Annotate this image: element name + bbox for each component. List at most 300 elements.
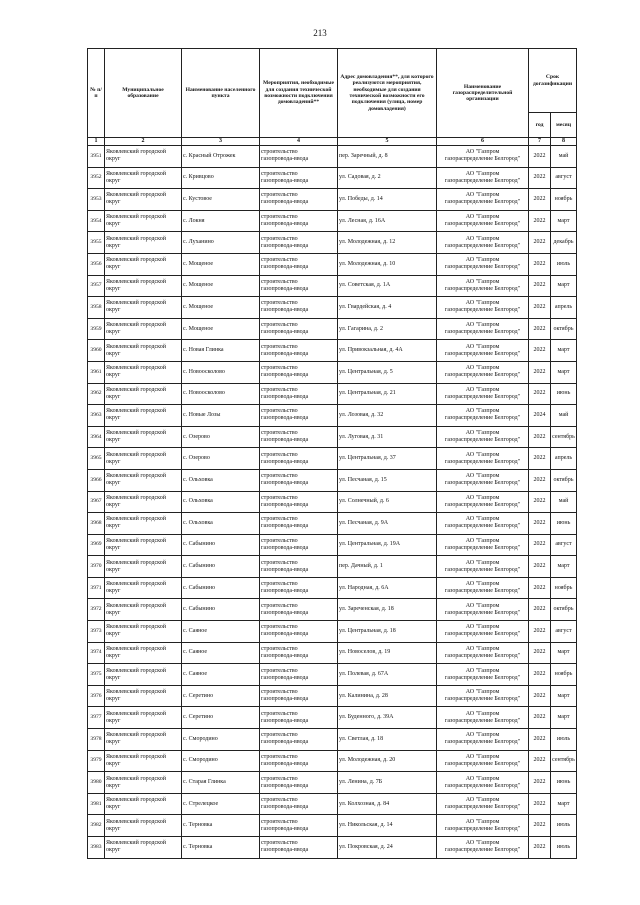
settlement-cell: с. Мощеное (182, 275, 260, 297)
municipality-cell (105, 426, 182, 448)
organization-line2: газораспределение Белгород" (444, 609, 521, 616)
activity-cell (260, 318, 338, 340)
table-row (88, 189, 577, 211)
row-number: 3983 (88, 837, 105, 859)
organization-line1: АО "Газпром (465, 624, 500, 631)
organization-line2: газораспределение Белгород" (444, 307, 521, 314)
activity-cell (260, 297, 338, 319)
column-number-row (88, 138, 577, 146)
municipality-line1: Яковлевский городской (106, 473, 166, 480)
activity-line1: строительство (261, 797, 298, 804)
organization-line1: АО "Газпром (465, 559, 500, 566)
month-cell: март (551, 210, 577, 232)
organization-line2: газораспределение Белгород" (444, 350, 521, 357)
table-row (88, 146, 577, 168)
settlement-cell: с. Ольховка (182, 491, 260, 513)
activity-line1: строительство (261, 775, 298, 782)
activity-line2: газопровода-ввода (261, 177, 309, 184)
activity-line1: строительство (261, 732, 298, 739)
municipality-line2: округ (106, 760, 121, 767)
month-cell: май (551, 405, 577, 427)
settlement-cell: с. Красный Отрожек (182, 146, 260, 168)
address-cell: ул. Песчаная, д. 9А (338, 513, 437, 535)
municipality-cell (105, 685, 182, 707)
municipality-line2: округ (106, 458, 121, 465)
month-cell: апрель (551, 297, 577, 319)
settlement-cell: с. Саяное (182, 664, 260, 686)
table-row (88, 405, 577, 427)
table-row (88, 491, 577, 513)
municipality-line2: округ (106, 329, 121, 336)
row-number: 3961 (88, 361, 105, 383)
activity-line2: газопровода-ввода (261, 372, 309, 379)
organization-cell (437, 405, 529, 427)
settlement-cell: с. Стрелецкое (182, 793, 260, 815)
organization-line1: АО "Газпром (465, 775, 500, 782)
organization-cell (437, 664, 529, 686)
address-cell: ул. Садовая, д. 2 (338, 167, 437, 189)
address-cell: ул. Буденного, д. 39А (338, 707, 437, 729)
month-cell: июль (551, 837, 577, 859)
activity-line2: газопровода-ввода (261, 415, 309, 422)
municipality-line1: Яковлевский городской (106, 494, 166, 501)
table-row (88, 210, 577, 232)
activity-cell (260, 793, 338, 815)
settlement-cell: с. Мощеное (182, 297, 260, 319)
activity-cell (260, 383, 338, 405)
column-number: 4 (260, 138, 338, 146)
organization-cell (437, 146, 529, 168)
activity-cell (260, 253, 338, 275)
year-cell: 2022 (529, 318, 551, 340)
municipality-cell (105, 815, 182, 837)
municipality-line2: округ (106, 739, 121, 746)
organization-cell (437, 361, 529, 383)
municipality-cell (105, 448, 182, 470)
organization-line2: газораспределение Белгород" (444, 329, 521, 336)
organization-cell (437, 426, 529, 448)
month-cell: декабрь (551, 232, 577, 254)
address-cell: ул. Центральная, д. 21 (338, 383, 437, 405)
municipality-cell (105, 146, 182, 168)
address-cell: ул. Привокзальная, д. 4А (338, 340, 437, 362)
municipality-line2: округ (106, 696, 121, 703)
month-cell: март (551, 707, 577, 729)
municipality-line1: Яковлевский городской (106, 516, 166, 523)
address-cell: ул. Центральная, д. 5 (338, 361, 437, 383)
settlement-cell: с. Терновка (182, 837, 260, 859)
activity-line1: строительство (261, 537, 298, 544)
table-row (88, 793, 577, 815)
year-cell: 2022 (529, 837, 551, 859)
municipality-line1: Яковлевский городской (106, 797, 166, 804)
table-row (88, 275, 577, 297)
month-cell: июнь (551, 772, 577, 794)
address-cell: ул. Никольская, д. 14 (338, 815, 437, 837)
address-cell: ул. Центральная, д. 37 (338, 448, 437, 470)
month-cell: сентябрь (551, 426, 577, 448)
address-cell: ул. Солнечный, д. 6 (338, 491, 437, 513)
organization-line1: АО "Газпром (465, 149, 500, 156)
settlement-cell: с. Ольховка (182, 513, 260, 535)
organization-line1: АО "Газпром (465, 386, 500, 393)
activity-line1: строительство (261, 602, 298, 609)
row-number: 3978 (88, 729, 105, 751)
table-row (88, 253, 577, 275)
row-number: 3967 (88, 491, 105, 513)
address-cell: ул. Калинина, д. 28 (338, 685, 437, 707)
municipality-line2: округ (106, 199, 121, 206)
activity-line1: строительство (261, 343, 298, 350)
municipality-cell (105, 513, 182, 535)
settlement-cell: с. Новоосколово (182, 383, 260, 405)
table-row (88, 685, 577, 707)
organization-line2: газораспределение Белгород" (444, 480, 521, 487)
activity-cell (260, 577, 338, 599)
organization-cell (437, 513, 529, 535)
organization-line2: газораспределение Белгород" (444, 372, 521, 379)
year-cell: 2022 (529, 146, 551, 168)
address-cell: ул. Лесная, д. 16А (338, 210, 437, 232)
activity-cell (260, 837, 338, 859)
municipality-cell (105, 275, 182, 297)
organization-cell (437, 750, 529, 772)
address-cell: ул. Лозовая, д. 32 (338, 405, 437, 427)
municipality-line2: округ (106, 566, 121, 573)
activity-line1: строительство (261, 451, 298, 458)
activity-cell (260, 707, 338, 729)
municipality-line2: округ (106, 437, 121, 444)
municipality-line1: Яковлевский городской (106, 430, 166, 437)
municipality-cell (105, 793, 182, 815)
month-cell: август (551, 534, 577, 556)
table-row (88, 642, 577, 664)
municipality-line2: округ (106, 804, 121, 811)
activity-cell (260, 556, 338, 578)
municipality-line1: Яковлевский городской (106, 645, 166, 652)
municipality-cell (105, 189, 182, 211)
activity-cell (260, 426, 338, 448)
row-number: 3966 (88, 469, 105, 491)
municipality-line1: Яковлевский городской (106, 257, 166, 264)
organization-line1: АО "Газпром (465, 322, 500, 329)
column-number: 2 (105, 138, 182, 146)
address-cell: ул. Луговая, д. 31 (338, 426, 437, 448)
organization-cell (437, 621, 529, 643)
municipality-line1: Яковлевский городской (106, 818, 166, 825)
year-cell: 2022 (529, 361, 551, 383)
month-cell: октябрь (551, 318, 577, 340)
row-number: 3975 (88, 664, 105, 686)
activity-cell (260, 469, 338, 491)
activity-line2: газопровода-ввода (261, 609, 309, 616)
municipality-line2: округ (106, 242, 121, 249)
month-cell: март (551, 556, 577, 578)
table-row (88, 361, 577, 383)
table-row (88, 513, 577, 535)
month-cell: август (551, 167, 577, 189)
activity-line1: строительство (261, 581, 298, 588)
organization-line2: газораспределение Белгород" (444, 566, 521, 573)
municipality-line2: округ (106, 631, 121, 638)
organization-line1: АО "Газпром (465, 602, 500, 609)
header-organization: Наименование газораспределительной организации (437, 49, 529, 138)
year-cell: 2022 (529, 556, 551, 578)
organization-line1: АО "Газпром (465, 278, 500, 285)
settlement-cell: с. Смородино (182, 750, 260, 772)
table-row (88, 232, 577, 254)
organization-line2: газораспределение Белгород" (444, 415, 521, 422)
address-cell: ул. Колхозная, д. 84 (338, 793, 437, 815)
settlement-cell: с. Терновка (182, 815, 260, 837)
activity-cell (260, 340, 338, 362)
settlement-cell: с. Новая Глинка (182, 340, 260, 362)
month-cell: март (551, 642, 577, 664)
month-cell: март (551, 685, 577, 707)
header-no: № п/п (88, 49, 105, 138)
activity-line1: строительство (261, 322, 298, 329)
municipality-line1: Яковлевский городской (106, 386, 166, 393)
organization-cell (437, 167, 529, 189)
settlement-cell: с. Старая Глинка (182, 772, 260, 794)
address-cell: ул. Гвардейская, д. 4 (338, 297, 437, 319)
organization-line2: газораспределение Белгород" (444, 156, 521, 163)
year-cell: 2022 (529, 815, 551, 837)
year-cell: 2022 (529, 707, 551, 729)
table-row (88, 621, 577, 643)
settlement-cell: с. Саяное (182, 642, 260, 664)
table-row (88, 318, 577, 340)
settlement-cell: с. Кустовое (182, 189, 260, 211)
activity-line1: строительство (261, 408, 298, 415)
activity-cell (260, 167, 338, 189)
organization-line1: АО "Газпром (465, 365, 500, 372)
organization-line1: АО "Газпром (465, 840, 500, 847)
municipality-line2: округ (106, 544, 121, 551)
settlement-cell: с. Озерово (182, 448, 260, 470)
activity-line1: строительство (261, 257, 298, 264)
address-cell: ул. Гагарина, д. 2 (338, 318, 437, 340)
activity-line2: газопровода-ввода (261, 199, 309, 206)
municipality-cell (105, 469, 182, 491)
settlement-cell: с. Сабынино (182, 534, 260, 556)
activity-line1: строительство (261, 386, 298, 393)
municipality-line1: Яковлевский городской (106, 365, 166, 372)
month-cell: июнь (551, 513, 577, 535)
row-number: 3960 (88, 340, 105, 362)
municipality-line1: Яковлевский городской (106, 214, 166, 221)
municipality-line1: Яковлевский городской (106, 775, 166, 782)
settlement-cell: с. Серетино (182, 707, 260, 729)
municipality-cell (105, 664, 182, 686)
municipality-cell (105, 837, 182, 859)
municipality-line1: Яковлевский городской (106, 559, 166, 566)
municipality-line1: Яковлевский городской (106, 408, 166, 415)
month-cell: ноябрь (551, 664, 577, 686)
row-number: 3981 (88, 793, 105, 815)
address-cell: ул. Народная, д. 6А (338, 577, 437, 599)
table-row (88, 729, 577, 751)
organization-cell (437, 793, 529, 815)
address-cell: ул. Новоселов, д. 19 (338, 642, 437, 664)
activity-cell (260, 664, 338, 686)
organization-line1: АО "Газпром (465, 797, 500, 804)
row-number: 3964 (88, 426, 105, 448)
municipality-line2: округ (106, 674, 121, 681)
activity-cell (260, 729, 338, 751)
activity-line1: строительство (261, 667, 298, 674)
organization-line2: газораспределение Белгород" (444, 523, 521, 530)
activity-line2: газопровода-ввода (261, 782, 309, 789)
year-cell: 2022 (529, 621, 551, 643)
month-cell: март (551, 275, 577, 297)
municipality-line2: округ (106, 825, 121, 832)
municipality-line2: округ (106, 393, 121, 400)
month-cell: ноябрь (551, 577, 577, 599)
activity-line1: строительство (261, 192, 298, 199)
municipality-line1: Яковлевский городской (106, 753, 166, 760)
activity-line2: газопровода-ввода (261, 631, 309, 638)
municipality-line2: округ (106, 717, 121, 724)
year-cell: 2022 (529, 383, 551, 405)
activity-line2: газопровода-ввода (261, 674, 309, 681)
activity-line1: строительство (261, 473, 298, 480)
organization-line2: газораспределение Белгород" (444, 501, 521, 508)
settlement-cell: с. Мощеное (182, 318, 260, 340)
year-cell: 2022 (529, 664, 551, 686)
settlement-cell: с. Локня (182, 210, 260, 232)
activity-line1: строительство (261, 624, 298, 631)
row-number: 3974 (88, 642, 105, 664)
row-number: 3976 (88, 685, 105, 707)
activity-line2: газопровода-ввода (261, 588, 309, 595)
organization-line2: газораспределение Белгород" (444, 177, 521, 184)
activity-line2: газопровода-ввода (261, 329, 309, 336)
settlement-cell: с. Озерово (182, 426, 260, 448)
year-cell: 2022 (529, 469, 551, 491)
organization-line2: газораспределение Белгород" (444, 393, 521, 400)
activity-cell (260, 815, 338, 837)
municipality-line2: округ (106, 782, 121, 789)
month-cell: март (551, 340, 577, 362)
municipality-line1: Яковлевский городской (106, 192, 166, 199)
row-number: 3951 (88, 146, 105, 168)
municipality-line1: Яковлевский городской (106, 732, 166, 739)
year-cell: 2022 (529, 232, 551, 254)
settlement-cell: с. Кривцово (182, 167, 260, 189)
table-row (88, 577, 577, 599)
municipality-line2: округ (106, 609, 121, 616)
organization-line1: АО "Газпром (465, 537, 500, 544)
municipality-line1: Яковлевский городской (106, 300, 166, 307)
year-cell: 2022 (529, 642, 551, 664)
municipality-cell (105, 642, 182, 664)
organization-line1: АО "Газпром (465, 214, 500, 221)
year-cell: 2022 (529, 275, 551, 297)
organization-line1: АО "Газпром (465, 494, 500, 501)
organization-line1: АО "Газпром (465, 408, 500, 415)
organization-line2: газораспределение Белгород" (444, 631, 521, 638)
address-cell: ул. Песчаная, д. 15 (338, 469, 437, 491)
municipality-line1: Яковлевский городской (106, 451, 166, 458)
activity-cell (260, 210, 338, 232)
municipality-cell (105, 340, 182, 362)
activity-line2: газопровода-ввода (261, 242, 309, 249)
activity-cell (260, 534, 338, 556)
column-number: 6 (437, 138, 529, 146)
month-cell: октябрь (551, 469, 577, 491)
organization-cell (437, 577, 529, 599)
municipality-cell (105, 599, 182, 621)
gasification-table (87, 48, 577, 859)
organization-line1: АО "Газпром (465, 516, 500, 523)
settlement-cell: с. Луханино (182, 232, 260, 254)
organization-line2: газораспределение Белгород" (444, 437, 521, 444)
activity-line2: газопровода-ввода (261, 847, 309, 854)
address-cell: пер. Заречный, д. 8 (338, 146, 437, 168)
address-cell: ул. Молодежная, д. 10 (338, 253, 437, 275)
activity-line2: газопровода-ввода (261, 652, 309, 659)
activity-line2: газопровода-ввода (261, 264, 309, 271)
year-cell: 2022 (529, 685, 551, 707)
organization-line1: АО "Газпром (465, 235, 500, 242)
row-number: 3958 (88, 297, 105, 319)
organization-line1: АО "Газпром (465, 753, 500, 760)
row-number: 3968 (88, 513, 105, 535)
municipality-line2: округ (106, 480, 121, 487)
organization-cell (437, 297, 529, 319)
table-row (88, 707, 577, 729)
row-number: 3969 (88, 534, 105, 556)
column-number: 7 (529, 138, 551, 146)
activity-line1: строительство (261, 516, 298, 523)
organization-cell (437, 275, 529, 297)
address-cell: ул. Полевая, д. 67А (338, 664, 437, 686)
month-cell: июль (551, 729, 577, 751)
municipality-cell (105, 383, 182, 405)
activity-line2: газопровода-ввода (261, 307, 309, 314)
year-cell: 2022 (529, 210, 551, 232)
organization-line1: АО "Газпром (465, 192, 500, 199)
column-number: 8 (551, 138, 577, 146)
year-cell: 2022 (529, 167, 551, 189)
municipality-line1: Яковлевский городской (106, 149, 166, 156)
year-cell: 2024 (529, 405, 551, 427)
organization-cell (437, 232, 529, 254)
row-number: 3956 (88, 253, 105, 275)
activity-line2: газопровода-ввода (261, 717, 309, 724)
header-row (88, 49, 577, 113)
table-row (88, 426, 577, 448)
table-row (88, 837, 577, 859)
activity-line2: газопровода-ввода (261, 804, 309, 811)
municipality-line2: округ (106, 523, 121, 530)
header-address: Адрес домовладения**, для которого реализуются мероприятия, необходимые для создания технической возможности его подключения (улица, номер домовладения) (338, 49, 437, 138)
organization-cell (437, 318, 529, 340)
year-cell: 2022 (529, 297, 551, 319)
row-number: 3955 (88, 232, 105, 254)
municipality-line2: округ (106, 415, 121, 422)
year-cell: 2022 (529, 750, 551, 772)
organization-cell (437, 815, 529, 837)
year-cell: 2022 (529, 189, 551, 211)
municipality-line1: Яковлевский городской (106, 689, 166, 696)
organization-line1: АО "Газпром (465, 732, 500, 739)
settlement-cell: с. Сабынино (182, 577, 260, 599)
municipality-cell (105, 772, 182, 794)
organization-cell (437, 534, 529, 556)
address-cell: ул. Молодежная, д. 20 (338, 750, 437, 772)
